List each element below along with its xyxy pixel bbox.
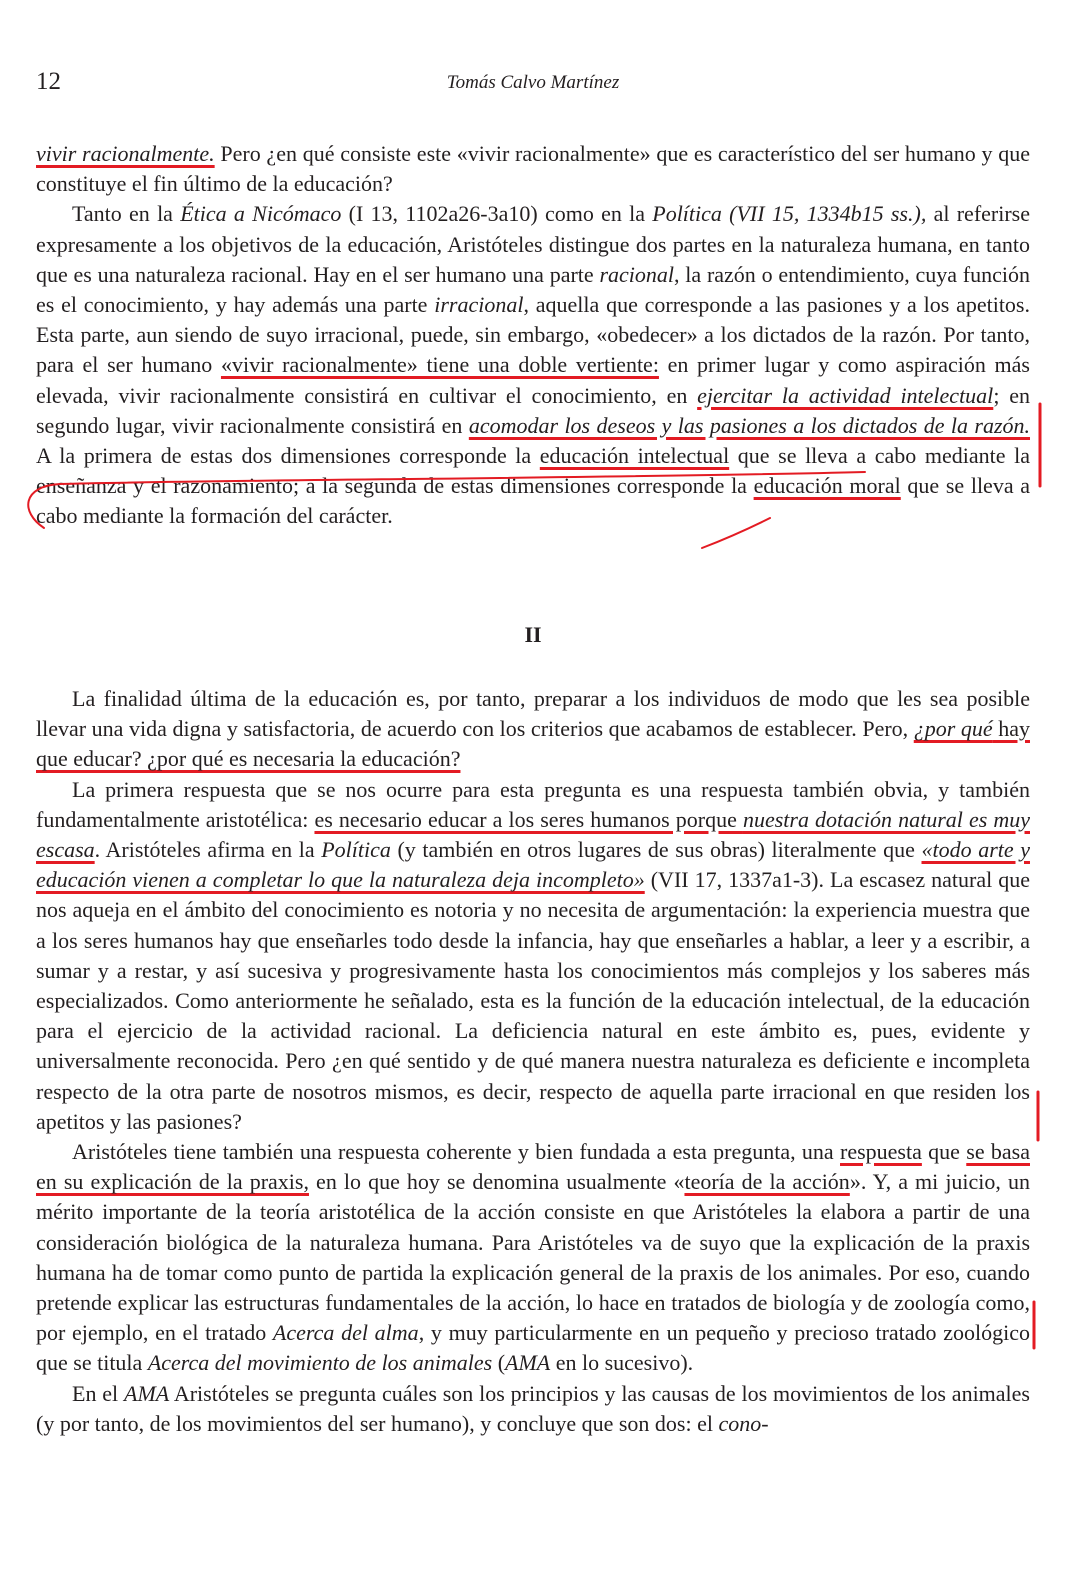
highlight-underline: educación moral bbox=[753, 473, 901, 499]
highlight-underline: acomodar los deseos y las pasiones a los dictados de la razón. bbox=[468, 412, 1030, 438]
running-title: Tomás Calvo Martínez bbox=[446, 72, 620, 93]
highlight-underline: educación intelectual bbox=[539, 443, 730, 469]
book-title: Política bbox=[321, 837, 391, 863]
section-ii-text bbox=[36, 684, 1030, 1439]
highlight-underline: «todo arte y educación vienen a completar lo que la naturaleza deja incompleto» bbox=[36, 837, 1030, 893]
paragraph: Tanto en la Ética a Nicómaco (I 13, 1102a26-3a10) como en la Política (VII 15, 1334b15 ss.), al referirse expresamente a los objetivos de la educación, Aristóteles distingue dos partes en la naturaleza humana, en tanto que es una naturaleza racional. Hay en el ser humano una parte racional, la razón o entendimiento, cuya función es el conocimiento, y hay además una parte irracional, aquella que corresponde a las pasiones y a los apetitos. Esta parte, aun siendo de suyo irracional, puede, sin embargo, «obedecer» a los dictados de la razón. Por tanto, para el ser humano «vivir racionalmente» tiene una doble vertiente: en primer lugar y como aspiración más elevada, vivir racionalmente consistirá en cultivar el conocimiento, en ejercitar la actividad intelectual; en segundo lugar, vivir racionalmente consistirá en acomodar los deseos y las pasiones a los dictados de la razón. A la primera de estas dos dimensiones corresponde la educación intelectual que se lleva a cabo mediante la enseñanza y el razonamiento; a la segunda de estas dimensiones corresponde la educación moral que se lleva a cabo mediante la formación del carácter. bbox=[36, 201, 1031, 529]
highlight-underline: hay que educar? ¿por qué es necesaria la educación? bbox=[36, 716, 1030, 772]
highlight-underline: se basa en su explicación de la praxis, bbox=[36, 1139, 1030, 1195]
highlight-underline: nuestra dotación natural es muy escasa bbox=[36, 806, 1030, 863]
highlight-underline: ¿por qué bbox=[913, 716, 993, 742]
paragraph: En el AMA Aristóteles se pregunta cuáles son los principios y las causas de los movimientos de los animales (y por tanto, de los movimientos del ser humano), y concluye que son dos: el cono- bbox=[36, 1380, 1030, 1436]
highlight-underline: teoría de la acción bbox=[684, 1169, 850, 1195]
highlight-underline: es necesario educar a los seres humanos porque bbox=[314, 806, 743, 832]
book-title: Acerca del alma bbox=[272, 1320, 419, 1346]
paragraph: Aristóteles tiene también una respuesta coherente y bien fundada a esta pregunta, una respuesta que se basa en su explicación de la praxis, en lo que hoy se denomina usualmente «teoría de la acción». Y, a mi juicio, un mérito importante de la teoría aristotélica de la acción consiste en que Aristóteles la elabora a partir de una consideración biológica de la naturaleza humana. Para Aristóteles va de suyo que la explicación de la praxis humana ha de tomar como punto de partida la explicación general de la praxis de los animales. Por eso, cuando pretende explicar las estructuras fundamentales de la acción, lo hace en tratados de biología y de zoología como, por ejemplo, en el tratado Acerca del alma, y muy particularmente en un pequeño y precioso tratado zoológico que se titula Acerca del movimiento de los animales (AMA en lo sucesivo). bbox=[36, 1139, 1030, 1376]
paragraph: La primera respuesta que se nos ocurre para esta pregunta es una respuesta también obvia, y también fundamentalmente aristotélica: es necesario educar a los seres humanos porque nuestra dotación natural es muy escasa. Aristóteles afirma en la Política (y también en otros lugares de sus obras) literalmente que «todo arte y educación vienen a completar lo que la naturaleza deja incompleto» (VII 17, 1337a1-3). La escasez natural que nos aqueja en el ámbito del conocimiento es notoria y no necesita de argumentación: la experiencia muestra que a los seres humanos hay que enseñarles todo desde la infancia, hay que enseñarles a hablar, a leer y a escribir, a sumar y a restar, y así sucesiva y progresivamente hasta los conocimientos más complejos y los saberes más especializados. Como anteriormente he señalado, esta es la función de la educación intelectual, de la educación para el ejercicio de la actividad racional. La deficiencia natural en este ámbito es, pues, evidente y universalmente reconocida. Pero ¿en qué sentido y de qué manera nuestra naturaleza es deficiente e incompleta respecto de la otra parte de nosotros mismos, es decir, respecto de aquella parte irracional en que residen los apetitos y las pasiones? bbox=[36, 776, 1030, 1134]
section-i-text bbox=[36, 139, 1030, 532]
highlight-underline: «vivir racionalmente» tiene una doble vertiente: bbox=[220, 352, 659, 378]
book-title: Política (VII 15, 1334b15 ss.), bbox=[652, 201, 927, 227]
highlight-underline: vivir racionalmente. bbox=[36, 141, 215, 166]
section-heading: II bbox=[524, 622, 542, 647]
book-title: Acerca del movimiento de los animales bbox=[147, 1350, 493, 1376]
paragraph: La finalidad última de la educación es, por tanto, preparar a los individuos de modo que les sea posible llevar una vida digna y satisfactoria, de acuerdo con los criterios que acabamos de establecer. Pero, ¿por qué hay que educar? ¿por qué es necesaria la educación? bbox=[36, 686, 1030, 772]
page-number: 12 bbox=[36, 68, 61, 95]
highlight-underline: respuesta bbox=[840, 1139, 922, 1165]
paragraph: vivir racionalmente. Pero ¿en qué consiste este «vivir racionalmente» que es característico del ser humano y que constituye el fin último de la educación? bbox=[36, 141, 1030, 197]
book-title: Ética a Nicómaco bbox=[180, 201, 342, 227]
highlight-underline: ejercitar la actividad intelectual bbox=[697, 382, 994, 408]
page-header bbox=[36, 68, 1030, 102]
